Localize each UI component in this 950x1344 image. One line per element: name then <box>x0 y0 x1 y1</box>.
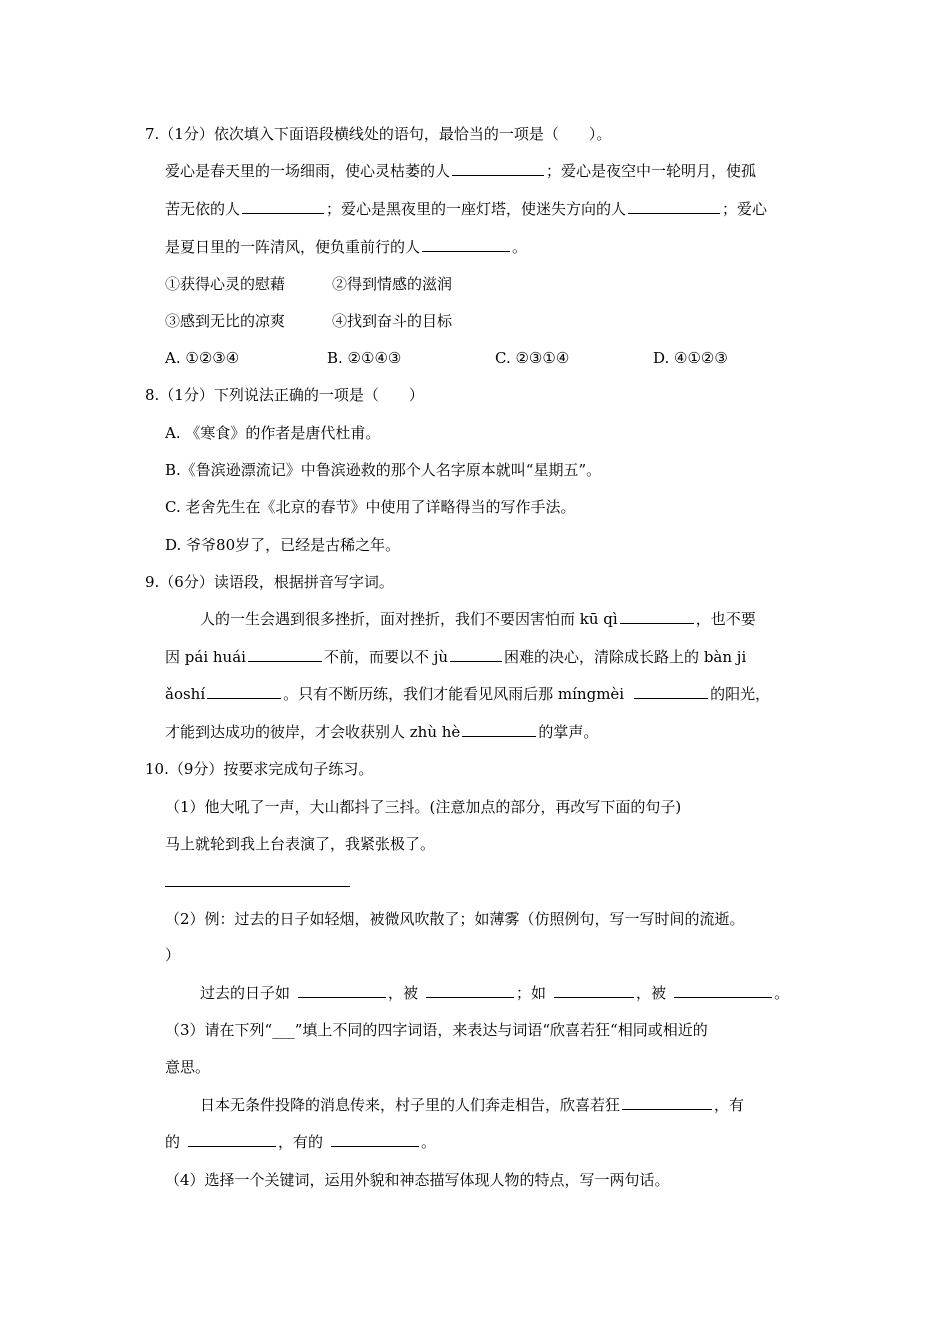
q9-blank-ju[interactable] <box>450 647 502 662</box>
q10-stem: 10.（9分）按要求完成句子练习。 <box>145 760 374 778</box>
q7-option-a[interactable]: A. ①②③④ <box>165 349 240 367</box>
q10-text: ，有 <box>714 1096 745 1114</box>
q9-blank-zhuhe[interactable] <box>462 722 536 737</box>
q8-option-d[interactable]: D. 爷爷80岁了，已经是古稀之年。 <box>165 536 401 554</box>
q7-option-c[interactable]: C. ②③①④ <box>495 349 570 367</box>
q9-blank-mingmei[interactable] <box>634 684 708 699</box>
q10-text: ，被 <box>636 984 667 1002</box>
q9-passage-line-4 <box>165 722 598 742</box>
q10-part-1-answer-line[interactable] <box>165 886 350 887</box>
q9-text: 才能到达成功的彼岸，才会收获别人 zhù hè <box>165 723 461 741</box>
q7-passage-line-2 <box>165 199 767 219</box>
q7-blank-2[interactable] <box>242 199 324 214</box>
q9-text: 不前，而要以不 jù <box>323 648 449 666</box>
q10-text: 过去的日子如 <box>200 984 291 1002</box>
q10-text: 日本无条件投降的消息传来，村子里的人们奔走相告，欣喜若狂 <box>200 1096 621 1114</box>
q7-text: 爱心是春天里的一场细雨，使心灵枯萎的人 <box>165 162 451 180</box>
q10-p2-blank-1[interactable] <box>298 983 386 998</box>
q8-option-b[interactable]: B.《鲁滨逊漂流记》中鲁滨逊救的那个人名字原本就叫“星期五”。 <box>165 461 602 479</box>
q9-blank-paihuai[interactable] <box>248 647 322 662</box>
q9-passage-line-3 <box>165 684 770 704</box>
q10-text: 。 <box>421 1133 437 1151</box>
q8-option-c[interactable]: C. 老舍先生在《北京的春节》中使用了详略得当的写作手法。 <box>165 498 576 516</box>
q7-passage-line-3 <box>165 237 527 257</box>
q10-p2-blank-3[interactable] <box>554 983 634 998</box>
q9-text: 的掌声。 <box>538 723 599 741</box>
q7-blank-1[interactable] <box>452 161 544 176</box>
q10-text: 。 <box>774 984 790 1002</box>
q9-text: ǎoshí <box>165 685 206 703</box>
q8-option-a[interactable]: A. 《寒食》的作者是唐代杜甫。 <box>165 424 381 442</box>
q9-passage-line-1 <box>200 609 756 629</box>
q10-p3-blank-1[interactable] <box>622 1095 712 1110</box>
q8-stem: 8.（1分）下列说法正确的一项是（ ） <box>145 386 424 404</box>
q10-part-4: （4）选择一个关键词，运用外貌和神态描写体现人物的特点，写一两句话。 <box>165 1171 670 1189</box>
q7-text: 苦无依的人 <box>165 200 241 218</box>
q10-part-1: （1）他大吼了一声，大山都抖了三抖。(注意加点的部分，再改写下面的句子) <box>165 798 682 816</box>
q7-text: 。 <box>512 238 528 256</box>
q7-statement-2: ②得到情感的滋润 <box>332 275 453 293</box>
q10-p2-blank-4[interactable] <box>674 983 772 998</box>
q9-blank-banjiaoshi[interactable] <box>207 684 281 699</box>
q10-text: 的 <box>165 1133 181 1151</box>
q10-text: ；如 <box>516 984 547 1002</box>
q9-blank-kuqi[interactable] <box>620 609 694 624</box>
q7-stem: 7.（1分）依次填入下面语段横线处的语句，最恰当的一项是（ ）。 <box>145 125 612 143</box>
q7-text: 是夏日里的一阵清风，便负重前行的人 <box>165 238 421 256</box>
q7-passage-line-1 <box>165 161 756 181</box>
q10-part-2-exercise <box>200 983 789 1003</box>
q7-option-d[interactable]: D. ④①②③ <box>653 349 728 367</box>
q7-option-b[interactable]: B. ②①④③ <box>327 349 402 367</box>
q7-text: ；爱心 <box>722 200 768 218</box>
q9-text: ，也不要 <box>695 610 756 628</box>
q10-part-3-line-1 <box>200 1095 744 1115</box>
q9-text: 因 pái huái <box>165 648 246 666</box>
q9-text: 人的一生会遇到很多挫折，面对挫折，我们不要因害怕而 kū qì <box>200 610 618 628</box>
q10-part-2: （2）例：过去的日子如轻烟，被微风吹散了；如薄雾（仿照例句，写一写时间的流逝。 <box>165 910 745 928</box>
q7-blank-4[interactable] <box>422 237 510 252</box>
q9-passage-line-2 <box>165 647 746 667</box>
q9-stem: 9.（6分）读语段，根据拼音写字词。 <box>145 573 394 591</box>
q9-text: 的阳光， <box>710 685 771 703</box>
q10-p2-blank-2[interactable] <box>426 983 514 998</box>
q7-text: ；爱心是夜空中一轮明月，使孤 <box>546 162 757 180</box>
q10-part-2-continuation: ） <box>165 946 181 964</box>
q9-text: 。只有不断历练，我们才能看见风雨后那 míngmèi <box>283 685 625 703</box>
q7-statement-1: ①获得心灵的慰藉 <box>165 275 286 293</box>
q10-p3-blank-2[interactable] <box>188 1132 276 1147</box>
q10-text: ，被 <box>388 984 419 1002</box>
q10-part-1-sentence: 马上就轮到我上台表演了，我紧张极了。 <box>165 835 436 853</box>
q10-part-3-line-2 <box>165 1132 436 1152</box>
q7-statement-4: ④找到奋斗的目标 <box>332 312 453 330</box>
q7-statement-3: ③感到无比的凉爽 <box>165 312 286 330</box>
q7-text: ；爱心是黑夜里的一座灯塔，使迷失方向的人 <box>326 200 627 218</box>
q10-part-3-continuation: 意思。 <box>165 1058 211 1076</box>
q10-text: ，有的 <box>278 1133 324 1151</box>
q10-part-3: （3）请在下列“___”填上不同的四字词语，来表达与词语“欣喜若狂“相同或相近的 <box>165 1021 708 1039</box>
q7-blank-3[interactable] <box>628 199 720 214</box>
q10-p3-blank-3[interactable] <box>331 1132 419 1147</box>
q9-text: 困难的决心，清除成长路上的 bàn ji <box>504 648 747 666</box>
